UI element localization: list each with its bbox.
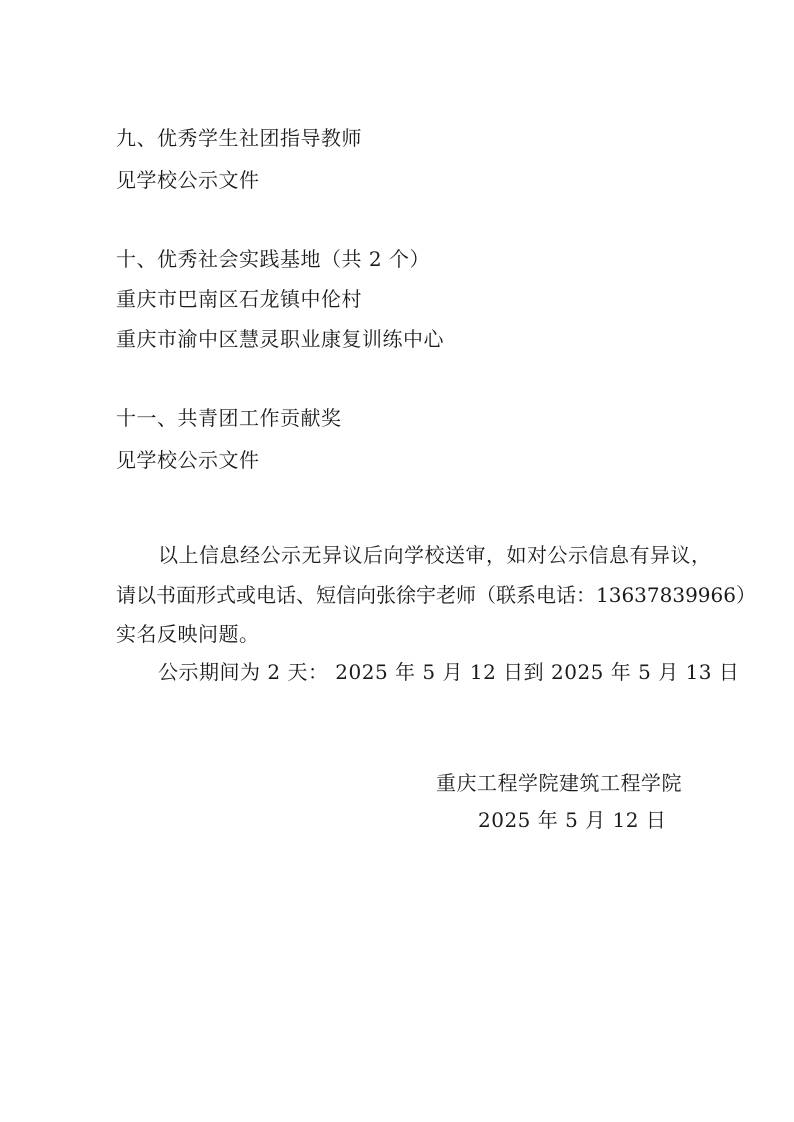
section-heading-9: 九、优秀学生社团指导教师 (116, 126, 362, 150)
signature-org: 重庆工程学院建筑工程学院 (436, 771, 682, 795)
section-item: 重庆市渝中区慧灵职业康复训练中心 (116, 327, 444, 351)
section-item: 重庆市巴南区石龙镇中伦村 (116, 287, 362, 311)
notice-period: 公示期间为 2 天： 2025 年 5 月 12 日到 2025 年 5 月 13 日 (158, 660, 740, 684)
signature-date: 2025 年 5 月 12 日 (478, 808, 667, 832)
section-item: 见学校公示文件 (116, 448, 260, 472)
notice-line-2: 请以书面形式或电话、短信向张徐宇老师（联系电话：13637839966） (116, 583, 756, 607)
section-heading-11: 十一、共青团工作贡献奖 (116, 406, 342, 430)
notice-line-1: 以上信息经公示无异议后向学校送审，如对公示信息有异议， (158, 543, 712, 567)
notice-line-3: 实名反映问题。 (116, 622, 260, 646)
section-heading-10: 十、优秀社会实践基地（共 2 个） (116, 247, 430, 271)
section-item: 见学校公示文件 (116, 168, 260, 192)
